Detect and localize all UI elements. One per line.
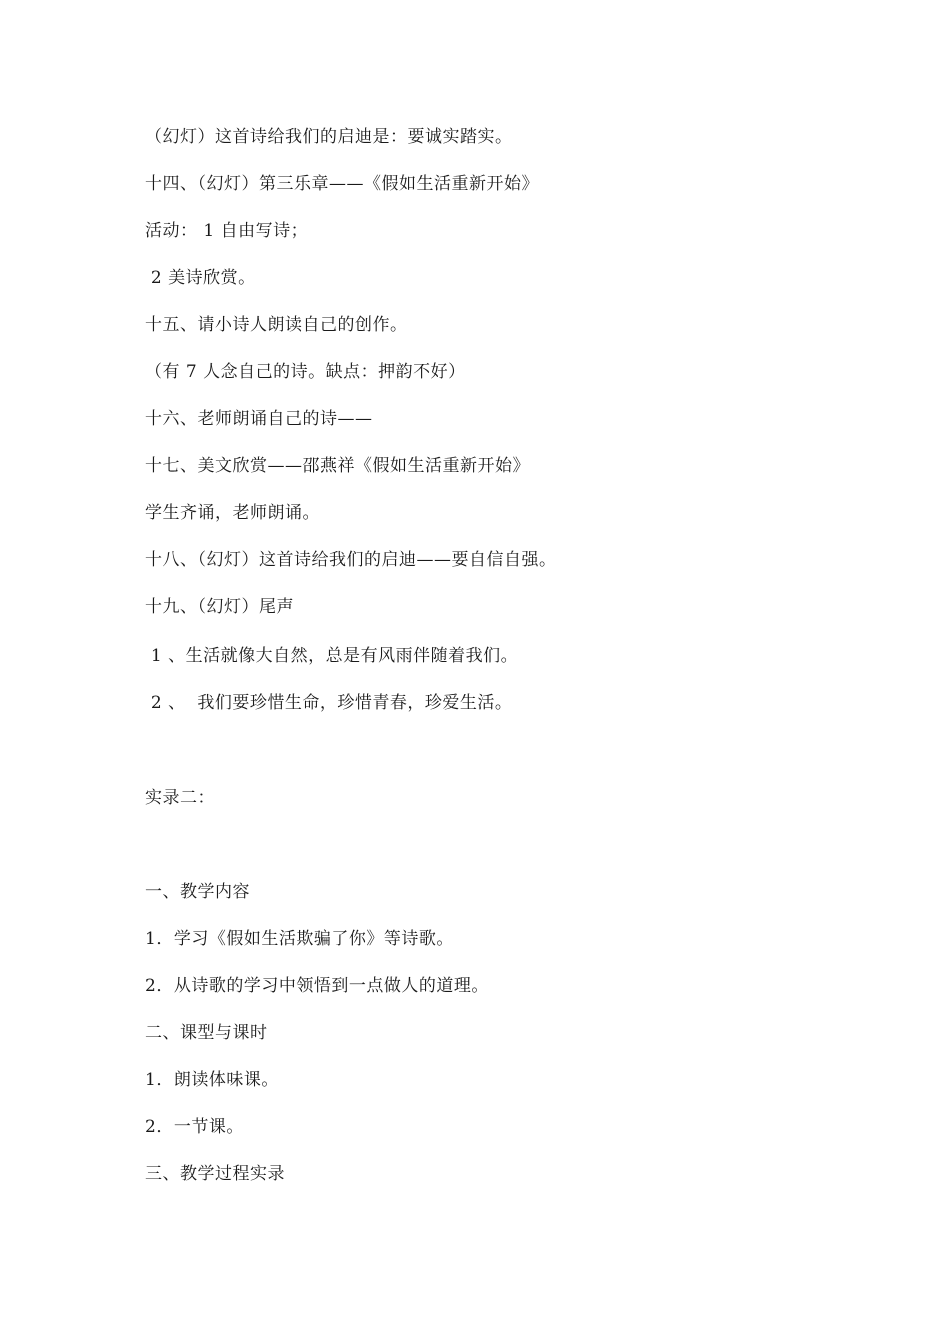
text-line-11: 十九、（幻灯）尾声 [145,597,294,617]
section-heading-record-two: 实录二： [145,788,215,808]
text-line-10: 十八、（幻灯）这首诗给我们的启迪——要自信自强。 [145,550,557,570]
text-line-16: 1．学习《假如生活欺骗了你》等诗歌。 [145,929,454,949]
text-line-17: 2．从诗歌的学习中领悟到一点做人的道理。 [145,976,489,996]
text-line-7: 十六、老师朗诵自己的诗—— [145,409,373,429]
text-line-3: 活动： 1 自由写诗； [145,221,309,241]
text-line-21: 三、教学过程实录 [145,1164,285,1184]
text-line-12: 1 、生活就像大自然，总是有风雨伴随着我们。 [145,646,519,666]
text-line-5: 十五、请小诗人朗读自己的创作。 [145,315,408,335]
text-line-19: 1．朗读体味课。 [145,1070,279,1090]
text-line-13: 2 、 我们要珍惜生命，珍惜青春，珍爱生活。 [145,693,513,713]
text-line-20: 2．一节课。 [145,1117,244,1137]
text-line-8: 十七、美文欣赏——邵燕祥《假如生活重新开始》 [145,456,530,476]
text-line-6: （有 7 人念自己的诗。缺点：押韵不好） [145,362,466,382]
text-line-18: 二、课型与课时 [145,1023,268,1043]
text-line-2: 十四、（幻灯）第三乐章——《假如生活重新开始》 [145,174,539,194]
text-line-9: 学生齐诵，老师朗诵。 [145,503,320,523]
text-line-15: 一、教学内容 [145,882,250,902]
text-line-1: （幻灯）这首诗给我们的启迪是：要诚实踏实。 [145,127,513,147]
text-line-4: 2 美诗欣赏。 [145,268,256,288]
